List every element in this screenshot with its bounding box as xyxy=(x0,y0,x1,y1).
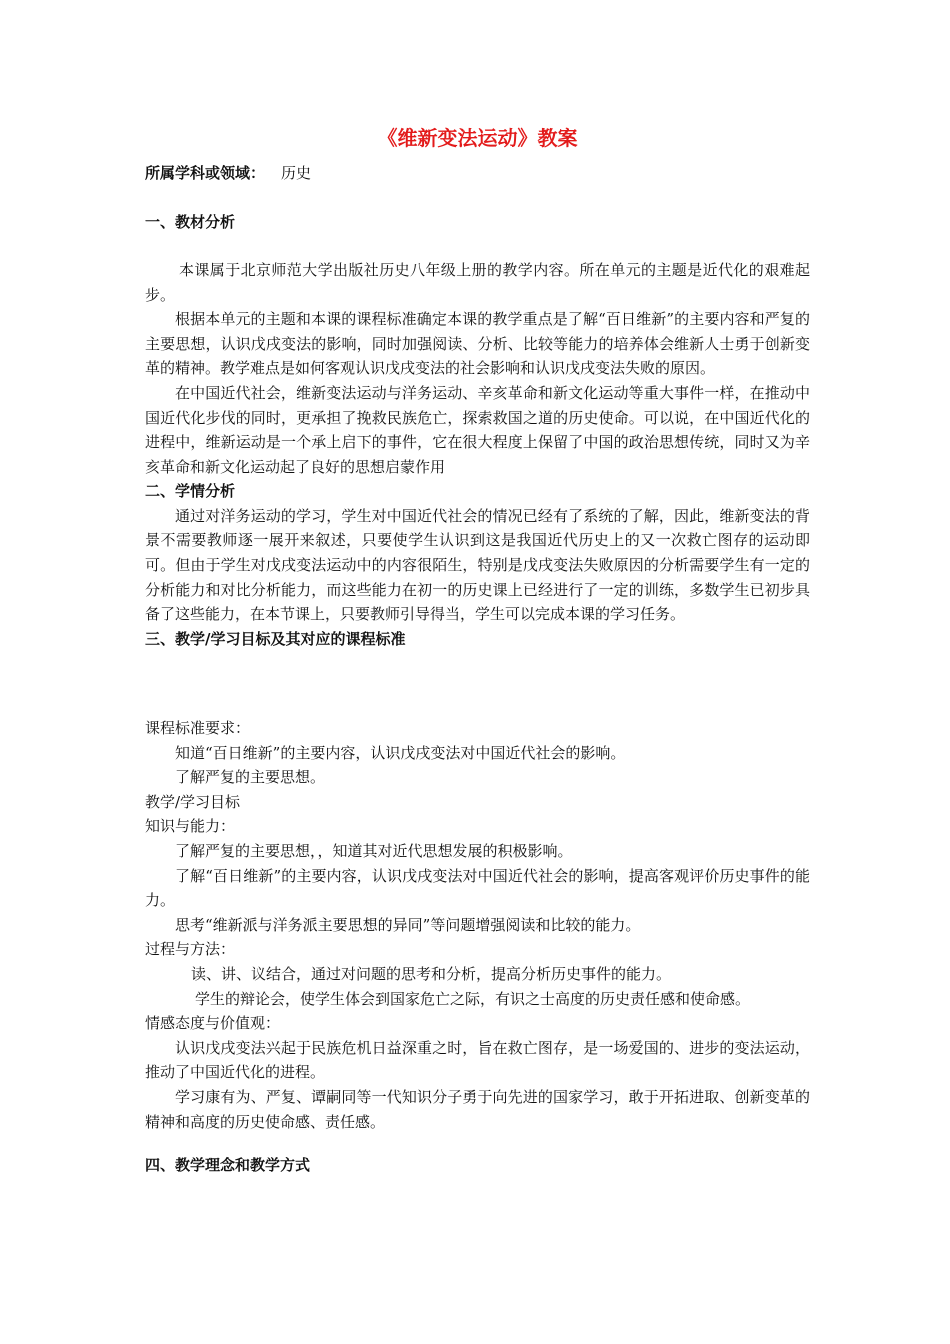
attitude-label: 情感态度与价值观： xyxy=(145,1014,281,1033)
document-title: 《维新变法运动》教案 xyxy=(377,126,578,150)
paragraph: 本课属于北京师范大学出版社历史八年级上册的教学内容。所在单元的主题是近代化的艰难起步。 xyxy=(145,261,810,304)
subject-label: 所属学科或领域： xyxy=(145,164,266,182)
process-item: 学生的辩论会，使学生体会到国家危亡之际，有识之士高度的历史责任感和使命感。 xyxy=(195,989,751,1008)
process-item: 读、讲、议结合，通过对问题的思考和分析，提高分析历史事件的能力。 xyxy=(191,964,672,983)
attitude-item: 认识戊戌变法兴起于民族危机日益深重之时，旨在救亡图存，是一场爱国的、进步的变法运动，推动了中国近代化的进程。 xyxy=(145,1038,810,1082)
attitude-item: 学习康有为、严复、谭嗣同等一代知识分子勇于向先进的国家学习，敢于开拓进取、创新变革的精神和高度的历史使命感、责任感。 xyxy=(145,1087,810,1131)
knowledge-label: 知识与能力： xyxy=(145,817,236,836)
paragraph: 在中国近代社会，维新变法运动与洋务运动、辛亥革命和新文化运动等重大事件一样，在推动中国近代化步伐的同时，更承担了挽救民族危亡，探索救国之道的历史使命。可以说，在中国近代化的进程中，维新运动是一个承上启下的事件，它在很大程度上保留了中国的政治思想传统，同时又为辛亥革命和新文化运动起了良好的思想启蒙作用 xyxy=(145,383,810,476)
section-heading: 三、教学/学习目标及其对应的课程标准 xyxy=(145,629,406,648)
section-3-body xyxy=(145,716,810,1134)
paragraph: 根据本单元的主题和本课的课程标准确定本课的教学重点是了解“百日维新”的主要内容和严复的主要思想，认识戊戌变法的影响，同时加强阅读、分析、比较等能力的培养体会维新人士勇于创新变革的精神。教学难点是如何客观认识戊戌变法的社会影响和认识戊戌变法失败的原因。 xyxy=(145,310,810,378)
paragraph: 通过对洋务运动的学习，学生对中国近代社会的情况已经有了系统的了解，因此，维新变法的背景不需要教师逐一展开来叙述，只要使学生认识到这是我国近代历史上的又一次救亡图存的运动即可。但由于学生对戊戌变法运动中的内容很陌生，特别是戊戌变法失败原因的分析需要学生有一定的分析能力和对比分析能力，而这些能力在初一的历史课上已经进行了一定的训练，多数学生已初步具备了这些能力，在本节课上，只要教师引导得当，学生可以完成本课的学习任务。 xyxy=(145,506,810,624)
section-heading: 二、学情分析 xyxy=(145,482,236,501)
standard-item: 知道“百日维新”的主要内容，认识戊戌变法对中国近代社会的影响。 xyxy=(175,743,626,762)
knowledge-item: 思考“维新派与洋务派主要思想的异同”等问题增强阅读和比较的能力。 xyxy=(175,915,641,934)
goals-label: 教学/学习目标 xyxy=(145,792,241,811)
section-heading: 四、教学理念和教学方式 xyxy=(145,1156,311,1174)
knowledge-item: 了解“百日维新”的主要内容，认识戊戌变法对中国近代社会的影响，提高客观评价历史事件的能力。 xyxy=(145,866,810,910)
section-1-body xyxy=(145,258,810,651)
section-heading: 一、教材分析 xyxy=(145,213,236,231)
knowledge-item: 了解严复的主要思想，，知道其对近代思想发展的积极影响。 xyxy=(175,841,573,860)
subject-line xyxy=(145,162,311,184)
section-4 xyxy=(145,1153,810,1178)
process-label: 过程与方法： xyxy=(145,940,236,959)
subject-value: 历史 xyxy=(281,164,312,182)
section-1 xyxy=(145,210,810,235)
standards-label: 课程标准要求： xyxy=(145,719,251,737)
standard-item: 了解严复的主要思想。 xyxy=(175,768,326,787)
